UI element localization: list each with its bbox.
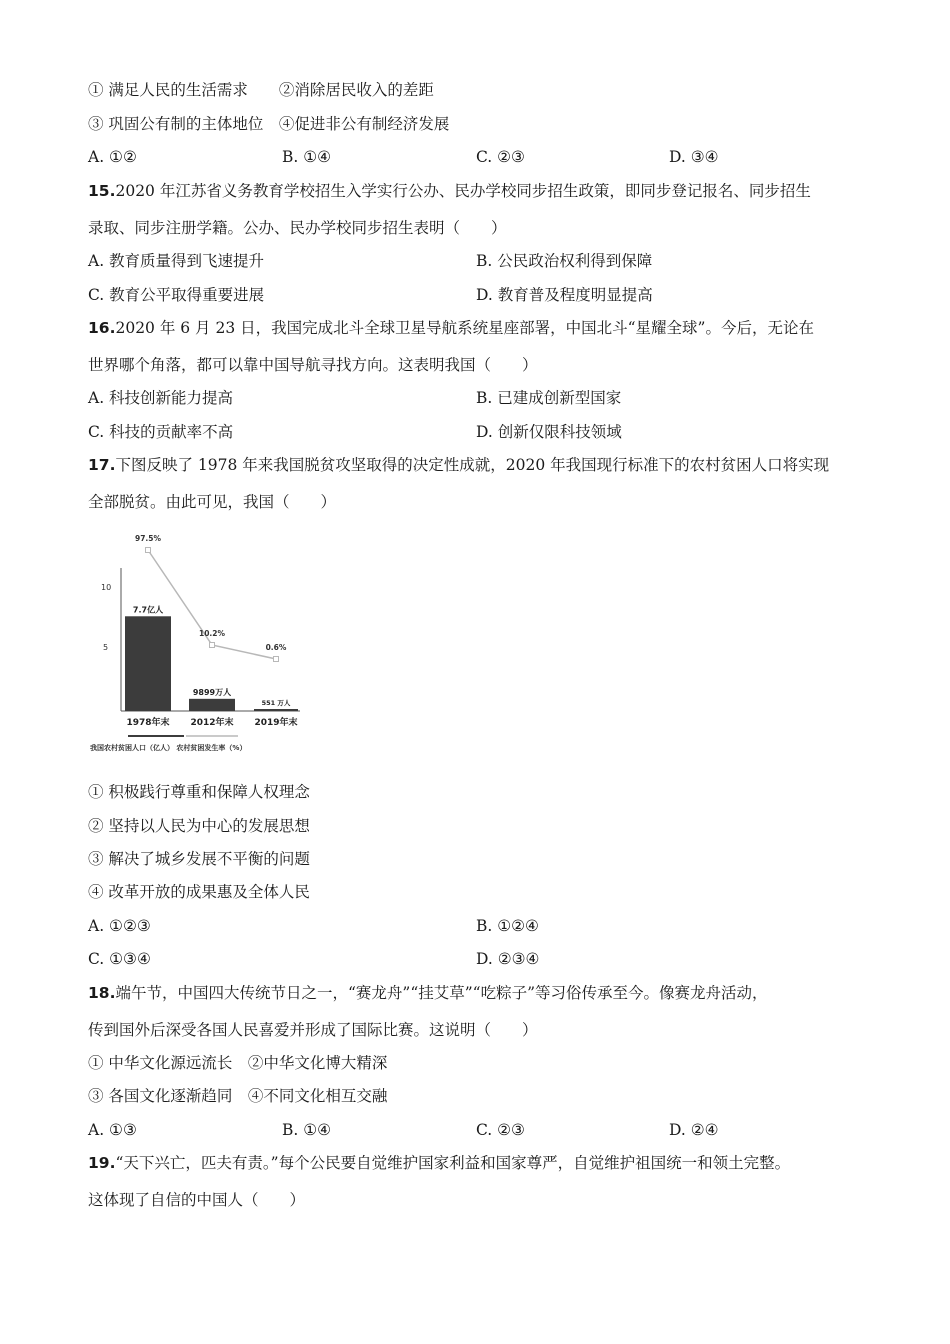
- q17-item-4: ④ 改革开放的成果惠及全体人民: [88, 883, 310, 901]
- bar-label-1978年末: 7.7亿人: [132, 605, 164, 615]
- y-tick-5: 5: [103, 643, 109, 652]
- q17-item-1: ① 积极践行尊重和保障人权理念: [88, 783, 310, 801]
- chart-legend: 我国农村贫困人口（亿人） 农村贫困发生率（%）: [90, 744, 247, 752]
- q16-text1: 2020 年 6 月 23 日，我国完成北斗全球卫星导航系统星座部署，中国北斗“星耀全球”。今后，无论在: [115, 319, 814, 337]
- q18-text1: 端午节，中国四大传统节日之一，“赛龙舟”“挂艾草”“吃粽子”等习俗传承至今。像赛龙舟活动，: [115, 984, 768, 1002]
- q18-option-b[interactable]: B. ①④: [282, 1121, 332, 1139]
- q18-items-line1: ① 中华文化源远流长 ②中华文化博大精深: [88, 1054, 388, 1072]
- rate-label-1978年末: 97.5%: [134, 534, 162, 543]
- q19-stem-line1: [88, 1153, 790, 1173]
- rate-label-2019年末: 0.6%: [265, 643, 287, 652]
- bar-label-2019年末: 551 万人: [261, 699, 291, 707]
- rate-point-1978年末: [146, 548, 151, 553]
- q14-option-d[interactable]: D. ③④: [669, 148, 719, 166]
- q16-option-a[interactable]: A. 科技创新能力提高: [88, 389, 234, 407]
- q17-option-b[interactable]: B. ①②④: [476, 917, 539, 935]
- bar-2019年末: [254, 709, 298, 711]
- q15-option-d[interactable]: D. 教育普及程度明显提高: [476, 286, 653, 304]
- bar-label-2012年末: 9899万人: [192, 687, 232, 697]
- q15-text1: 2020 年江苏省义务教育学校招生入学实行公办、民办学校同步招生政策，即同步登记报名、同步招生: [115, 182, 811, 200]
- bar-1978年末: [125, 616, 171, 711]
- q18-items-line2: ③ 各国文化逐渐趋同 ④不同文化相互交融: [88, 1087, 388, 1105]
- poverty-chart: [88, 528, 318, 758]
- q15-number: 15.: [88, 182, 116, 200]
- y-tick-10: 10: [101, 583, 112, 592]
- q17-option-d[interactable]: D. ②③④: [476, 950, 540, 968]
- chart-marks: [125, 534, 298, 711]
- q14-items-line1: ① 满足人民的生活需求 ②消除居民收入的差距: [88, 81, 434, 99]
- x-label-1978: 1978年末: [126, 718, 170, 728]
- q17-item-2: ② 坚持以人民为中心的发展思想: [88, 817, 310, 835]
- rate-point-2012年末: [210, 643, 215, 648]
- q19-text1: “天下兴亡，匹夫有责。”每个公民要自觉维护国家利益和国家尊严，自觉维护祖国统一和领土完整。: [115, 1154, 791, 1172]
- q18-option-a[interactable]: A. ①③: [88, 1121, 137, 1139]
- q17-item-3: ③ 解决了城乡发展不平衡的问题: [88, 850, 310, 868]
- q19-stem-line2: 这体现了自信的中国人（ ）: [88, 1191, 306, 1209]
- rate-point-2019年末: [274, 657, 279, 662]
- q15-stem-line2: 录取、同步注册学籍。公办、民办学校同步招生表明（ ）: [88, 219, 507, 237]
- q14-option-a[interactable]: A. ①②: [88, 148, 137, 166]
- q18-stem-line2: 传到国外后深受各国人民喜爱并形成了国际比赛。这说明（ ）: [88, 1021, 538, 1039]
- q17-option-a[interactable]: A. ①②③: [88, 917, 151, 935]
- q18-number: 18.: [88, 984, 116, 1002]
- q14-items-line2: ③ 巩固公有制的主体地位 ④促进非公有制经济发展: [88, 115, 450, 133]
- q18-option-d[interactable]: D. ②④: [669, 1121, 719, 1139]
- q17-option-c[interactable]: C. ①③④: [88, 950, 151, 968]
- rate-label-2012年末: 10.2%: [198, 629, 226, 638]
- q15-option-c[interactable]: C. 教育公平取得重要进展: [88, 286, 265, 304]
- q16-stem-line2: 世界哪个角落，都可以靠中国导航寻找方向。这表明我国（ ）: [88, 356, 538, 374]
- bar-2012年末: [189, 699, 235, 711]
- q15-stem-line1: [88, 181, 811, 201]
- q16-stem-line1: [88, 318, 814, 338]
- x-label-2019: 2019年末: [254, 718, 298, 728]
- x-label-2012: 2012年末: [190, 718, 234, 728]
- q19-number: 19.: [88, 1154, 116, 1172]
- q16-option-d[interactable]: D. 创新仅限科技领域: [476, 423, 622, 441]
- q14-option-c[interactable]: C. ②③: [476, 148, 525, 166]
- q18-stem-line1: [88, 983, 768, 1003]
- q15-option-a[interactable]: A. 教育质量得到飞速提升: [88, 252, 265, 270]
- q16-option-c[interactable]: C. 科技的贡献率不高: [88, 423, 234, 441]
- q14-option-b[interactable]: B. ①④: [282, 148, 332, 166]
- q15-option-b[interactable]: B. 公民政治权利得到保障: [476, 252, 653, 270]
- q17-text1: 下图反映了 1978 年来我国脱贫攻坚取得的决定性成就，2020 年我国现行标准下的农村贫困人口将实现: [115, 456, 830, 474]
- q16-number: 16.: [88, 319, 116, 337]
- q17-stem-line1: [88, 455, 829, 475]
- q16-option-b[interactable]: B. 已建成创新型国家: [476, 389, 622, 407]
- q17-stem-line2: 全部脱贫。由此可见，我国（ ）: [88, 493, 337, 511]
- q18-option-c[interactable]: C. ②③: [476, 1121, 525, 1139]
- q17-number: 17.: [88, 456, 116, 474]
